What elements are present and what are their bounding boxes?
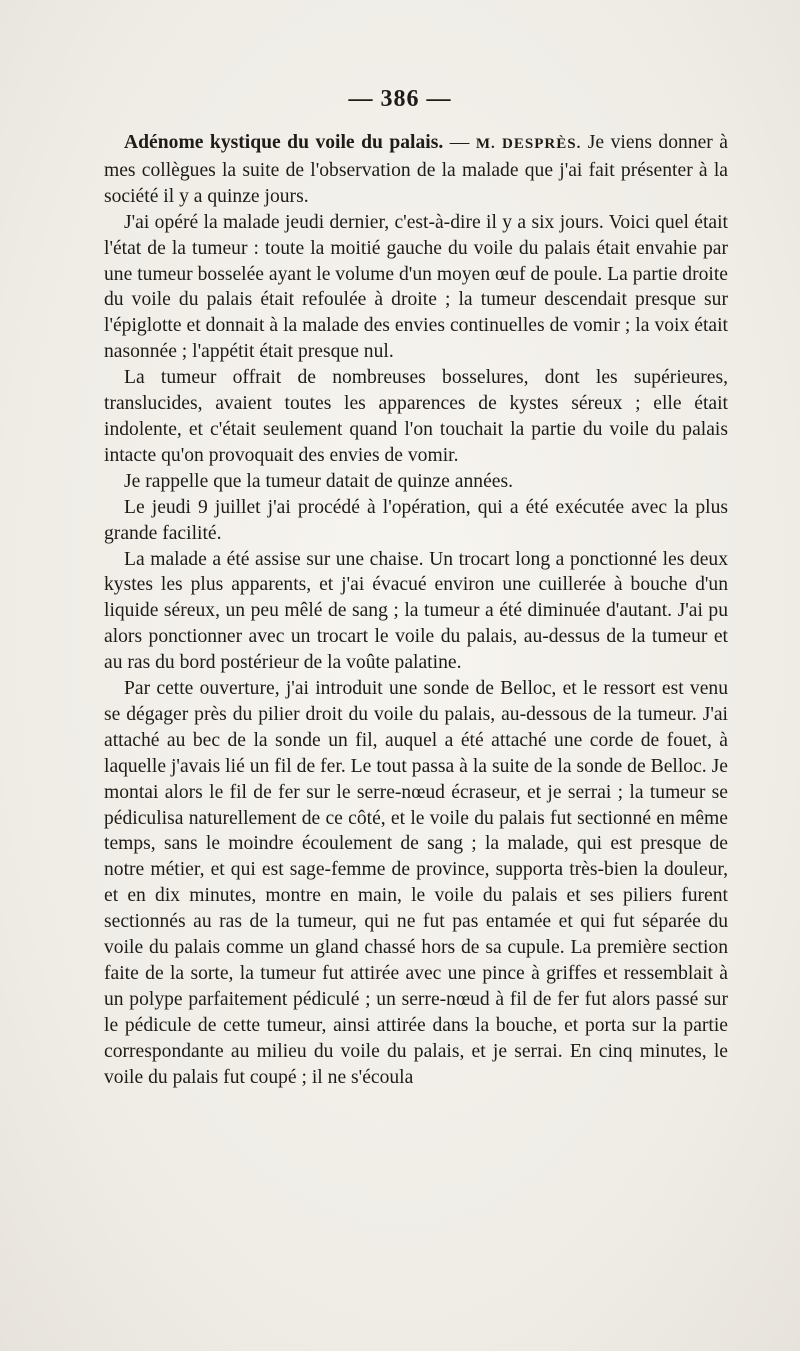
page-number: — 386 — [348,86,452,112]
article-title: Adénome kystique du voile du palais. [124,132,444,153]
paragraph-7: Par cette ouverture, j'ai introduit une sonde de Belloc, et le ressort est venu se dégager près du pilier droit du voile du palais, au-dessous de la tumeur. J'ai attaché au bec de la sonde un fil, auquel a été attaché une corde de fouet, à laquelle j'avais lié un fil de fer. Le tout passa à la suite de la sonde de Belloc. Je montai alors le fil de fer sur le serre-nœud écraseur, et je serrai ; la tumeur se pédiculisa naturellement de ce côté, et le voile du palais fut sectionné en même temps, sans le moindre écoulement de sang ; la malade, qui est presque de notre métier, et qui est sage-femme de province, supporta très-bien la douleur, et en dix minutes, montre en main, le voile du palais et ses piliers furent sectionnés au ras de la tumeur, qui ne fut pas entamée et qui fut séparée du voile du palais comme un gland chassé hors de sa cupule. La première section faite de la sorte, la tumeur fut attirée avec une pince à griffes et ressemblait à un polype parfaitement pédiculé ; un serre-nœud à fil de fer fut alors passé sur le pédicule de cette tumeur, ainsi attirée dans la bouche, et porta sur la partie correspondante au milieu du voile du palais, et je serrai. En cinq minutes, le voile du palais fut coupé ; il ne s'écoula [104,678,728,1088]
paragraph-3: La tumeur offrait de nombreuses bosselures, dont les supérieures, translucides, avaient toutes les apparences de kystes séreux ; elle était indolente, et c'était seulement quand l'on touchait la partie du voile du palais intacte qu'on provoquait des envies de vomir. [104,367,728,466]
paragraph-1 [104,130,728,210]
paragraph-5: Le jeudi 9 juillet j'ai procédé à l'opération, qui a été exécutée avec la plus grande facilité. [104,496,728,544]
paragraph-2: J'ai opéré la malade jeudi dernier, c'est-à-dire il y a six jours. Voici quel était l'état de la tumeur : toute la moitié gauche du voile du palais était envahie par une tumeur bosselée ayant le volume d'un moyen œuf de poule. La partie droite du voile du palais était refoulée à droite ; la tumeur descendait presque sur l'épiglotte et donnait à la malade des envies continuelles de vomir ; la voix était nasonnée ; l'appétit était presque nul. [104,211,728,363]
paragraph-4: Je rappelle que la tumeur datait de quinze années. [124,470,513,492]
article-author: M. DESPRÈS. [475,136,582,152]
paragraph-1-text: Je viens donner à mes collègues la suite de l'observation de la malade que j'ai fait présenter à la société il y a quinze jours. [104,132,729,207]
paragraph-6: La malade a été assise sur une chaise. Un trocart long a ponctionné les deux kystes les plus apparents, et j'ai évacué environ une cuillerée à bouche d'un liquide séreux, un peu mêlé de sang ; la tumeur a été diminuée d'autant. J'ai pu alors ponctionner avec un trocart le voile du palais, au-dessus de la tumeur et au ras du bord postérieur de la voûte palatine. [104,548,728,674]
body-text [104,130,728,1091]
title-separator: — [443,132,476,153]
